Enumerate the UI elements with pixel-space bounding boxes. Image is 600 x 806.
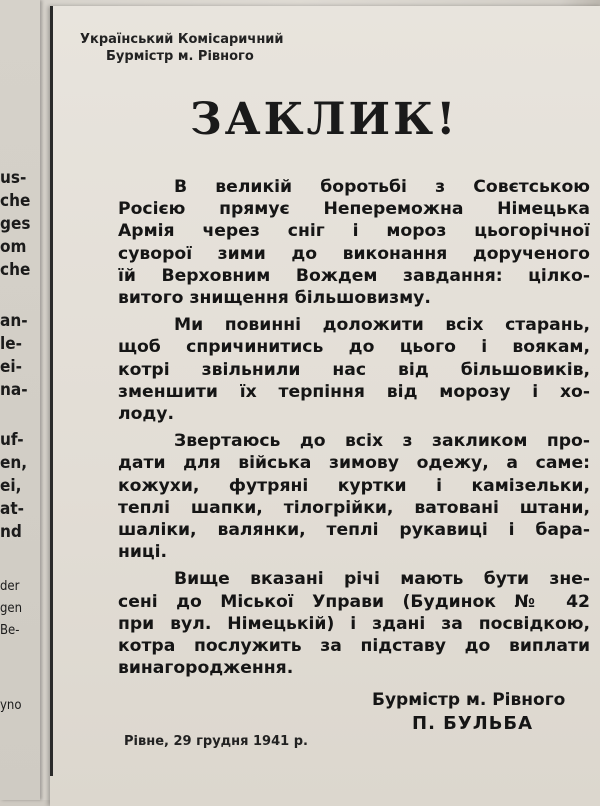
fragment-text: che	[0, 191, 31, 211]
fragment-text: le-	[0, 334, 22, 354]
fragment-text: der	[0, 579, 20, 594]
text-line: Звертаюсь до всіх з закликом про-	[174, 431, 590, 452]
fragment-text: gen	[0, 601, 23, 616]
text-line: щоб спричинитись до цього і воякам,	[118, 337, 590, 358]
text-line: Вище вказані річі мають бути зне-	[174, 569, 590, 590]
text-line: при вул. Німецькій) і здані за посвідкою,	[118, 613, 590, 634]
issue-date: Рівне, 29 грудня 1941 р.	[124, 734, 308, 749]
signatory-position: Бурмістр м. Рівного	[372, 690, 566, 710]
poster-sheet	[50, 6, 600, 806]
fragment-text: ei,	[0, 476, 22, 496]
poster-title: ЗАКЛИК!	[190, 94, 459, 145]
text-line: лоду.	[118, 404, 175, 425]
fragment-text: uf-	[0, 430, 24, 450]
text-line: суворої зими до виконання дорученого	[118, 243, 590, 264]
text-line: зменшити їх терпіння від морозу і хо-	[118, 381, 590, 402]
fragment-text: che	[0, 260, 31, 280]
fragment-text: ei-	[0, 357, 22, 377]
text-line: теплі шапки, тілогрійки, ватовані штани,	[118, 497, 590, 518]
margin-rule	[50, 6, 53, 776]
text-line: Армія через сніг і мороз цьогорічної	[118, 221, 590, 242]
fragment-text: us-	[0, 168, 27, 188]
signatory-name: П. БУЛЬБА	[412, 713, 534, 734]
fragment-text: om	[0, 237, 27, 257]
text-line: котрі звільнили нас від більшовиків,	[118, 359, 590, 380]
text-line: Ми повинні доложити всіх старань,	[174, 315, 590, 336]
appeal-body	[118, 176, 590, 684]
fragment-text: na-	[0, 380, 28, 400]
text-line: котра послужить за підставу до виплати	[118, 636, 590, 657]
fragment-text: an-	[0, 311, 28, 331]
fragment-text: en,	[0, 453, 28, 473]
paragraph-1	[118, 176, 590, 309]
signature-block	[372, 688, 565, 736]
text-line: ниці.	[118, 542, 168, 563]
fragment-text: Be-	[0, 623, 20, 638]
adjacent-poster-fragment	[0, 0, 40, 800]
text-line: кожухи, футряні куртки і камізельки,	[118, 475, 590, 496]
fragment-text: at-	[0, 499, 24, 519]
fragment-text: ges	[0, 214, 31, 234]
issuer-line-1: Український Комісаричний	[80, 32, 284, 47]
text-line: витого знищення більшовизму.	[118, 288, 431, 309]
text-line: винагородження.	[118, 658, 294, 679]
fragment-text: yno	[0, 698, 22, 713]
paragraph-4	[118, 568, 590, 679]
paragraph-2	[118, 314, 590, 425]
text-line: Росією прямує Непереможна Німецька	[118, 199, 590, 220]
issuer-header	[80, 31, 284, 65]
issuer-line-2: Бурмістр м. Рівного	[106, 49, 254, 64]
text-line: дати для війська зимову одежу, а саме:	[118, 453, 590, 474]
text-line: їй Верховним Вождем завдання: цілко-	[118, 265, 590, 286]
text-line: сені до Міської Управи (Будинок № 42	[118, 591, 590, 612]
fragment-text: nd	[0, 522, 22, 542]
paragraph-3	[118, 430, 590, 563]
text-line: шаліки, валянки, теплі рукавиці і бара-	[118, 520, 590, 541]
text-line: В великій боротьбі з Совєтською	[174, 177, 590, 197]
